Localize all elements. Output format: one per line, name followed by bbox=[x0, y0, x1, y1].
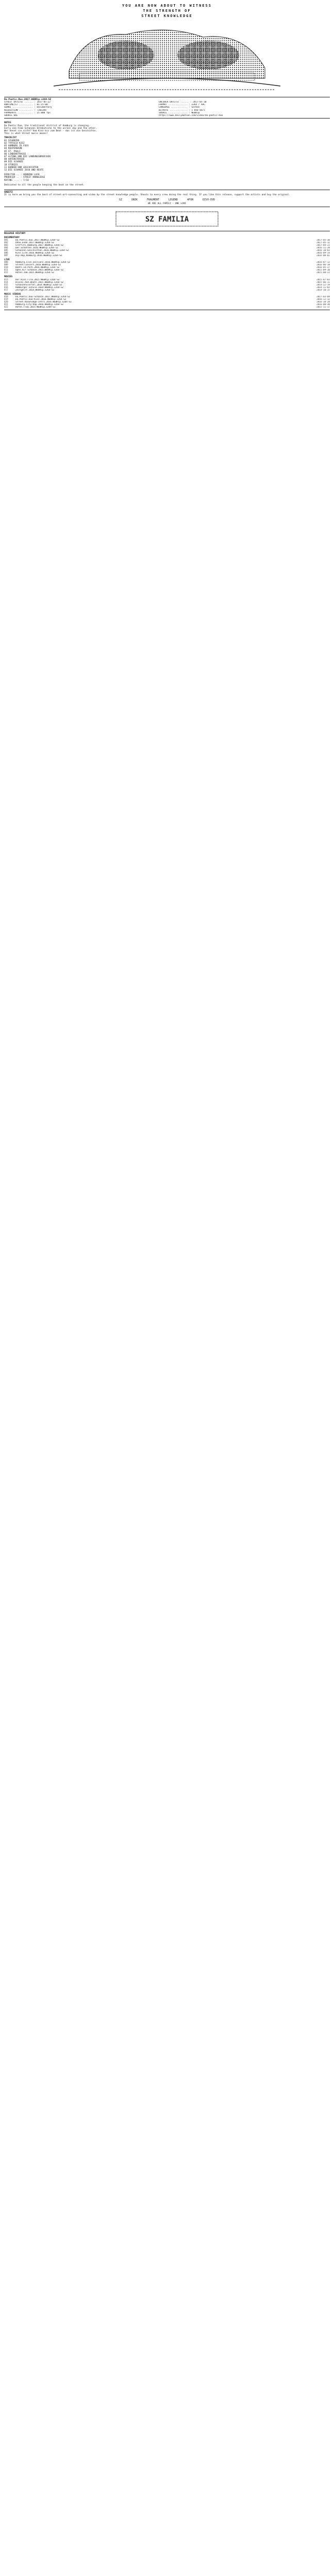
history-row bbox=[4, 289, 330, 292]
history-release-date: 2017-05-30 bbox=[316, 239, 330, 242]
header-line-2: THE STRENGTH OF bbox=[143, 9, 191, 13]
history-release-name: Da.Poetic.Duo.2017.WEBRip.x264-SZ bbox=[15, 239, 60, 242]
history-release-name: Da.Poetic.Duo-Kiez.2016.WEBRip.x264-SZ bbox=[15, 298, 66, 301]
history-index: 019 bbox=[4, 298, 8, 301]
history-index: 020 bbox=[4, 301, 8, 304]
credits-list bbox=[4, 174, 330, 182]
history-release-name: Street.Knowledge-Intro.2016.WEBRip.x264-SZ bbox=[15, 301, 72, 304]
history-index: 003 bbox=[4, 244, 8, 247]
info-cell: RESOLUTION .......... : 720x394 bbox=[4, 109, 46, 112]
track-item: 09 DIE SCHANZE bbox=[4, 161, 24, 164]
notes-section bbox=[4, 122, 330, 187]
history-index: 004 bbox=[4, 246, 8, 249]
nfo-header bbox=[4, 3, 330, 19]
history-release-name: Graffiti.Hamburg.2017.WEBRip.x264-SZ bbox=[15, 244, 64, 247]
history-index: 011 bbox=[4, 269, 8, 272]
info-table bbox=[4, 101, 330, 114]
history-release-name: Hafen.Flow.2015.WEBRip.x264-SZ bbox=[15, 306, 56, 309]
group-name: LEGEND bbox=[168, 198, 178, 202]
track-item: 01 SCHANZEN bbox=[4, 139, 20, 142]
history-release-date: 2014-10-15 bbox=[316, 289, 330, 292]
history-release-name: Hamburg.Live.Sessions.2016.WEBRip.x264-SZ bbox=[15, 261, 71, 264]
history-release-date: 2016-05-27 bbox=[316, 266, 330, 269]
track-item: 12 DIE SCHANZE 2010 UND HEUTE bbox=[4, 169, 44, 172]
history-index: 008 bbox=[4, 261, 8, 264]
history-index: 016 bbox=[4, 286, 8, 289]
history-box bbox=[4, 231, 330, 311]
history-index: 022 bbox=[4, 306, 8, 309]
source-url-label: SOURCE URL bbox=[4, 114, 18, 117]
groups-caption: WE ARE ALL FAMILY - ONE LOVE bbox=[147, 202, 186, 206]
notes-list bbox=[4, 125, 330, 135]
history-release-name: Kiez.Life.2016.WEBRip.x264-SZ bbox=[15, 251, 55, 255]
info-cell: BITRATE ............. : 1 850 kb/s bbox=[159, 109, 205, 112]
history-release-date: 2014-11-02 bbox=[316, 286, 330, 289]
history-index: 021 bbox=[4, 303, 8, 307]
familia-logo bbox=[115, 211, 219, 227]
history-release-date: 2016-06-18 bbox=[316, 264, 330, 267]
history-index: 005 bbox=[4, 249, 8, 252]
header-line-3: STREET KNOWLEDGE bbox=[141, 14, 193, 18]
history-release-date: 2017-03-09 bbox=[316, 296, 330, 299]
history-release-date: 2016-08-30 bbox=[316, 303, 330, 307]
ascii-logo-art bbox=[48, 22, 286, 94]
history-release-name: Schanzen.Geschichten.2016.WEBRip.x264-SZ bbox=[15, 249, 69, 252]
history-release-name: Der.Kiez.Film.2015.WEBRip.x264-SZ bbox=[15, 278, 60, 281]
info-cell: RUNTIME(S) .......... : 01:15:00 bbox=[4, 104, 48, 107]
release-info-box bbox=[4, 97, 330, 118]
track-item: 10 STORIES bbox=[4, 163, 18, 166]
logo-text: SZ FAMILIA bbox=[145, 215, 189, 224]
track-item: 04 REEPERBAHN bbox=[4, 147, 22, 150]
history-release-name: Da.Poetic.Duo-Schanze.2017.WEBRip.x264-SZ bbox=[15, 296, 71, 299]
track-item: 05 ST. PAULI bbox=[4, 150, 21, 153]
history-release-date: 2015-08-22 bbox=[316, 272, 330, 275]
tracklist-title: TRACKLIST bbox=[4, 137, 17, 140]
history-release-date: 2015-09-10 bbox=[316, 269, 330, 272]
group-name: SZ bbox=[119, 198, 122, 202]
history-index: 001 bbox=[4, 239, 8, 242]
history-release-date: 2016-11-20 bbox=[316, 246, 330, 249]
track-item: 06 LINDENSTRASSE bbox=[4, 152, 26, 156]
history-row bbox=[4, 306, 330, 309]
history-release-date: 2016-08-01 bbox=[316, 254, 330, 257]
history-release-date: 2014-12-19 bbox=[316, 283, 330, 286]
history-category: DOCUMENTARY bbox=[4, 236, 20, 239]
tracklist bbox=[4, 140, 330, 172]
info-cell: ENCODER DATE(S) ...... : 2017-05-30 bbox=[159, 101, 207, 104]
group-name: 4FUN bbox=[187, 198, 194, 202]
history-category: LIVE bbox=[4, 258, 10, 261]
history-release-name: Zeitgeist.2014.WEBRip.x264-SZ bbox=[15, 289, 55, 292]
history-list bbox=[4, 236, 330, 309]
info-cell: FORMAT .............. : x264 / AAC bbox=[159, 104, 205, 107]
history-index: 002 bbox=[4, 241, 8, 244]
history-release-name: Blocks.And.Beats.2015.WEBRip.x264-SZ bbox=[15, 281, 64, 284]
history-release-name: Schanzenviertel.2014.WEBRip.x264-SZ bbox=[15, 283, 62, 286]
greets-section bbox=[4, 190, 330, 207]
info-cell: STREET DATE(S) ...... : 2017-05-22 bbox=[4, 101, 51, 104]
group-name: DIVX-DVD bbox=[203, 198, 215, 202]
history-category: MOVIES bbox=[4, 276, 13, 279]
info-cell: FRAMERATE ........... : 25.000 fps bbox=[4, 111, 51, 114]
history-row bbox=[4, 255, 330, 257]
history-index: 007 bbox=[4, 254, 8, 257]
greets-title: GREETZ bbox=[4, 191, 13, 194]
source-url-link[interactable]: https://www.dailymotion.com/video/da-poetic-duo bbox=[159, 114, 223, 117]
note-line: Early one-time Schanzen Ostdeutsche to the unreal day and the other. bbox=[4, 127, 97, 130]
credit-line: PRODUCER .. : STREET KNOWLEDGE bbox=[4, 176, 45, 179]
track-item: 07 ALTONA UND DIE LANDUNGSBRUECKEN bbox=[4, 156, 51, 159]
history-index: 006 bbox=[4, 251, 8, 255]
history-title: RELEASE HISTORY bbox=[4, 232, 26, 235]
history-index: 009 bbox=[4, 264, 8, 267]
history-index: 017 bbox=[4, 289, 8, 292]
history-index: 015 bbox=[4, 283, 8, 286]
history-index: 014 bbox=[4, 281, 8, 284]
note-line: Da Poetic Duo, the traditional district of Hamburg is changing. bbox=[4, 124, 90, 127]
dedication-text: Dedicated to all the people keeping the beat on the street. bbox=[4, 183, 85, 187]
credit-line: RATING .... : 7/10 bbox=[4, 179, 29, 182]
history-index: 012 bbox=[4, 272, 8, 275]
track-item: 11 BANDEN UND GESCHICHTEN bbox=[4, 166, 39, 169]
nfo-document bbox=[4, 3, 330, 313]
history-release-name: Street.Concert.2016.WEBRip.x264-SZ bbox=[15, 264, 61, 267]
track-item: 08 HAFENSTRASSE bbox=[4, 158, 25, 161]
history-category: MUSIC VIDEOS bbox=[4, 293, 21, 296]
history-index: 010 bbox=[4, 266, 8, 269]
group-name: FRAGMENT bbox=[146, 198, 159, 202]
history-release-name: Hamburg.City-Rap.2016.WEBRip.x264-SZ bbox=[15, 303, 64, 307]
history-release-name: Beats.Im.Park.2016.WEBRip.x264-SZ bbox=[15, 266, 60, 269]
info-cell: GENRE ............... : Documentary bbox=[4, 106, 52, 109]
history-index: 013 bbox=[4, 278, 8, 281]
history-release-name: Hamburger.Schule.2014.WEBRip.x264-SZ bbox=[15, 286, 64, 289]
history-release-name: Open.Air.Schanze.2015.WEBRip.x264-SZ bbox=[15, 269, 64, 272]
track-item: 03 HAMBURG ZU FUSS bbox=[4, 145, 29, 148]
track-item: 02 TYPISCH KIEZ bbox=[4, 142, 25, 145]
history-release-date: 2015-07-03 bbox=[316, 278, 330, 281]
note-line: This is what Street music means! bbox=[4, 132, 48, 135]
history-index: 018 bbox=[4, 296, 8, 299]
history-release-date: 2017-04-22 bbox=[316, 244, 330, 247]
group-name: UNIK bbox=[131, 198, 138, 202]
history-release-date: 2017-05-12 bbox=[316, 241, 330, 244]
history-row bbox=[4, 272, 330, 274]
history-release-date: 2016-09-14 bbox=[316, 251, 330, 255]
greets-text: It is here we bring you the best of street-art-connecting and video by the street knowledge people. Shouts to every crew doing the real thing. If you like this release, support the artists and buy the original. bbox=[4, 194, 291, 197]
history-release-name: Ohne.Ende.2017.WEBRip.x264-SZ bbox=[15, 241, 55, 244]
groups-list bbox=[4, 198, 330, 201]
note-line: Wer kennt sie nicht? Vom Kiez bis zum Beat - das ist die Geschichte. bbox=[4, 130, 97, 133]
credit-line: DIRECTOR .. : HENNING LOCK bbox=[4, 174, 40, 177]
history-title-bar bbox=[4, 232, 330, 235]
history-release-date: 2016-07-12 bbox=[316, 261, 330, 264]
history-release-date: 2016-10-03 bbox=[316, 249, 330, 252]
header-line-1: YOU ARE NOW ABOUT TO WITNESS bbox=[122, 4, 212, 8]
notes-title: NOTES bbox=[4, 122, 11, 125]
info-cell: LANGUAGE ............ : German bbox=[159, 106, 200, 109]
history-release-date: 2015-06-11 bbox=[316, 281, 330, 284]
history-release-name: Der.Schatten.2016.WEBRip.x264-SZ bbox=[15, 246, 58, 249]
release-name: Da.Poetic.Duo.2017.WEBRip.x264-SZ bbox=[4, 98, 52, 101]
history-release-name: Hip.Hop.Hamburg.2016.WEBRip.x264-SZ bbox=[15, 254, 62, 257]
history-release-date: 2016-10-28 bbox=[316, 301, 330, 304]
history-release-name: Hafen.Jam.2015.WEBRip.x264-SZ bbox=[15, 272, 55, 275]
history-release-date: 2015-11-17 bbox=[316, 306, 330, 309]
history-release-date: 2016-12-12 bbox=[316, 298, 330, 301]
info-cell: SOURCE .............. : WEBRip bbox=[159, 111, 200, 114]
